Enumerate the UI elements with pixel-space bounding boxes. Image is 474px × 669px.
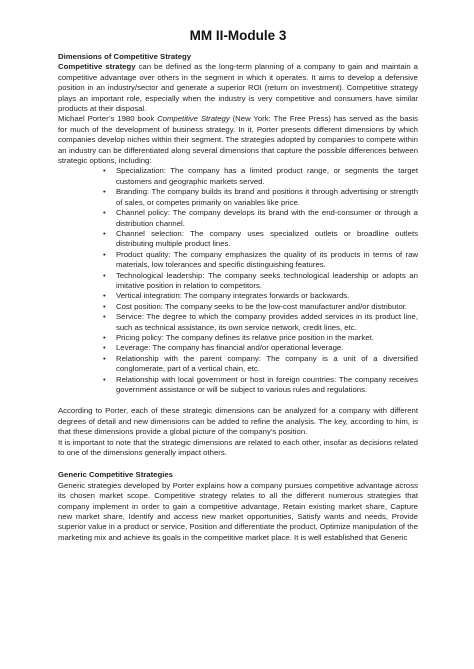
paragraph-related-dimensions: It is important to note that the strategic dimensions are related to each other, insofar as decisions related to one of the dimensions generally impact others. [58, 437, 418, 458]
list-item: • Vertical integration: The company integrates forwards or backwards. [116, 291, 418, 301]
porter-body-text: (New York: The Free Press) has served as the basis for much of the development of business strategy. In it, Porter presents different dimensions by which companies develop niches within their segment. The strategies adopted by companies to compete within an industry can be differentiated along several dimensions that capture the possible differences between strategic options, including: [58, 114, 419, 166]
list-item: • Relationship with the parent company: The company is a unit of a diversified conglomerate, part of a vertical chain, etc. [116, 354, 418, 375]
list-item: • Channel selection: The company uses specialized outlets or broadline outlets distributing multiple product lines. [116, 229, 418, 250]
list-item: • Leverage: The company has financial and/or operational leverage. [116, 343, 418, 353]
list-item: • Channel policy: The company develops its brand with the end-consumer or through a distribution channel. [116, 208, 418, 229]
paragraph-porter-book [58, 114, 418, 166]
porter-intro-text: Michael Porter’s 1980 book [58, 114, 158, 124]
paragraph-competitive-strategy-definition [58, 62, 418, 114]
list-item: • Specialization: The company has a limited product range, or segments the target customers and geographic markets served. [116, 166, 418, 187]
list-item: • Branding: The company builds its brand and positions it through advertising or strength of sales, or competes primarily on variables like price. [116, 187, 418, 208]
list-item: • Relationship with local government or host in foreign countries: The company receives government assistance or will be subject to various rules and regulations. [116, 375, 418, 396]
paragraph-generic-strategies: Generic strategies developed by Porter explains how a company pursues competitive advantage across its chosen market scope. Competitive strategy relates to all the different numerous strategies that company implement in order to gain a competitive advantage, Retain existing market share, Capture new market share, Identify and access new market opportunities, Satisfy wants and needs, Provide superior value in a product or service, Position and differentiate the product, Optimize manipulation of the marketing mix and achieve its goals in the competitive market place. It is well established that Generic [58, 480, 419, 542]
list-item: • Service: The degree to which the company provides added services in its product line, such as technical assistance, its own service network, credit lines, etc. [116, 312, 418, 333]
section-heading-generic-strategies: Generic Competitive Strategies [58, 470, 173, 480]
spacer [58, 395, 418, 406]
list-item: • Technological leadership: The company seeks technological leadership or adopts an imitative position in relation to competitors. [116, 271, 418, 292]
paragraph-porter-analysis: According to Porter, each of these strategic dimensions can be analyzed for a company with different degrees of detail and new dimensions can be added to refine the analysis. The key, according to him, is that these dimensions provide a global picture of the company’s position. [58, 406, 418, 437]
book-title: Competitive Strategy [157, 114, 230, 124]
definition-text: can be defined as the long-term planning of a company to gain and maintain a competitive advantage over others in the segment in which it operates. It aims to develop a defensive position in an industry/sector and generate a superior ROI (return on investment). Competitive strategy plays an important role, especially when the industry is very competitive and consumers have similar products at their disposal. [58, 62, 418, 114]
section-heading-dimensions: Dimensions of Competitive Strategy [58, 52, 192, 61]
list-item: • Product quality: The company emphasizes the quality of its products in terms of raw materials, low tolerances and specific distinguishing features. [116, 250, 418, 271]
document-title: MM II-Module 3 [189, 28, 287, 43]
dimensions-list [58, 166, 418, 395]
list-item: • Pricing policy: The company defines its relative price position in the market. [116, 333, 418, 343]
term-competitive-strategy: Competitive strategy [58, 62, 136, 72]
spacer [58, 458, 418, 470]
list-item: • Cost position: The company seeks to be the low-cost manufacturer and/or distributor. [116, 302, 418, 312]
